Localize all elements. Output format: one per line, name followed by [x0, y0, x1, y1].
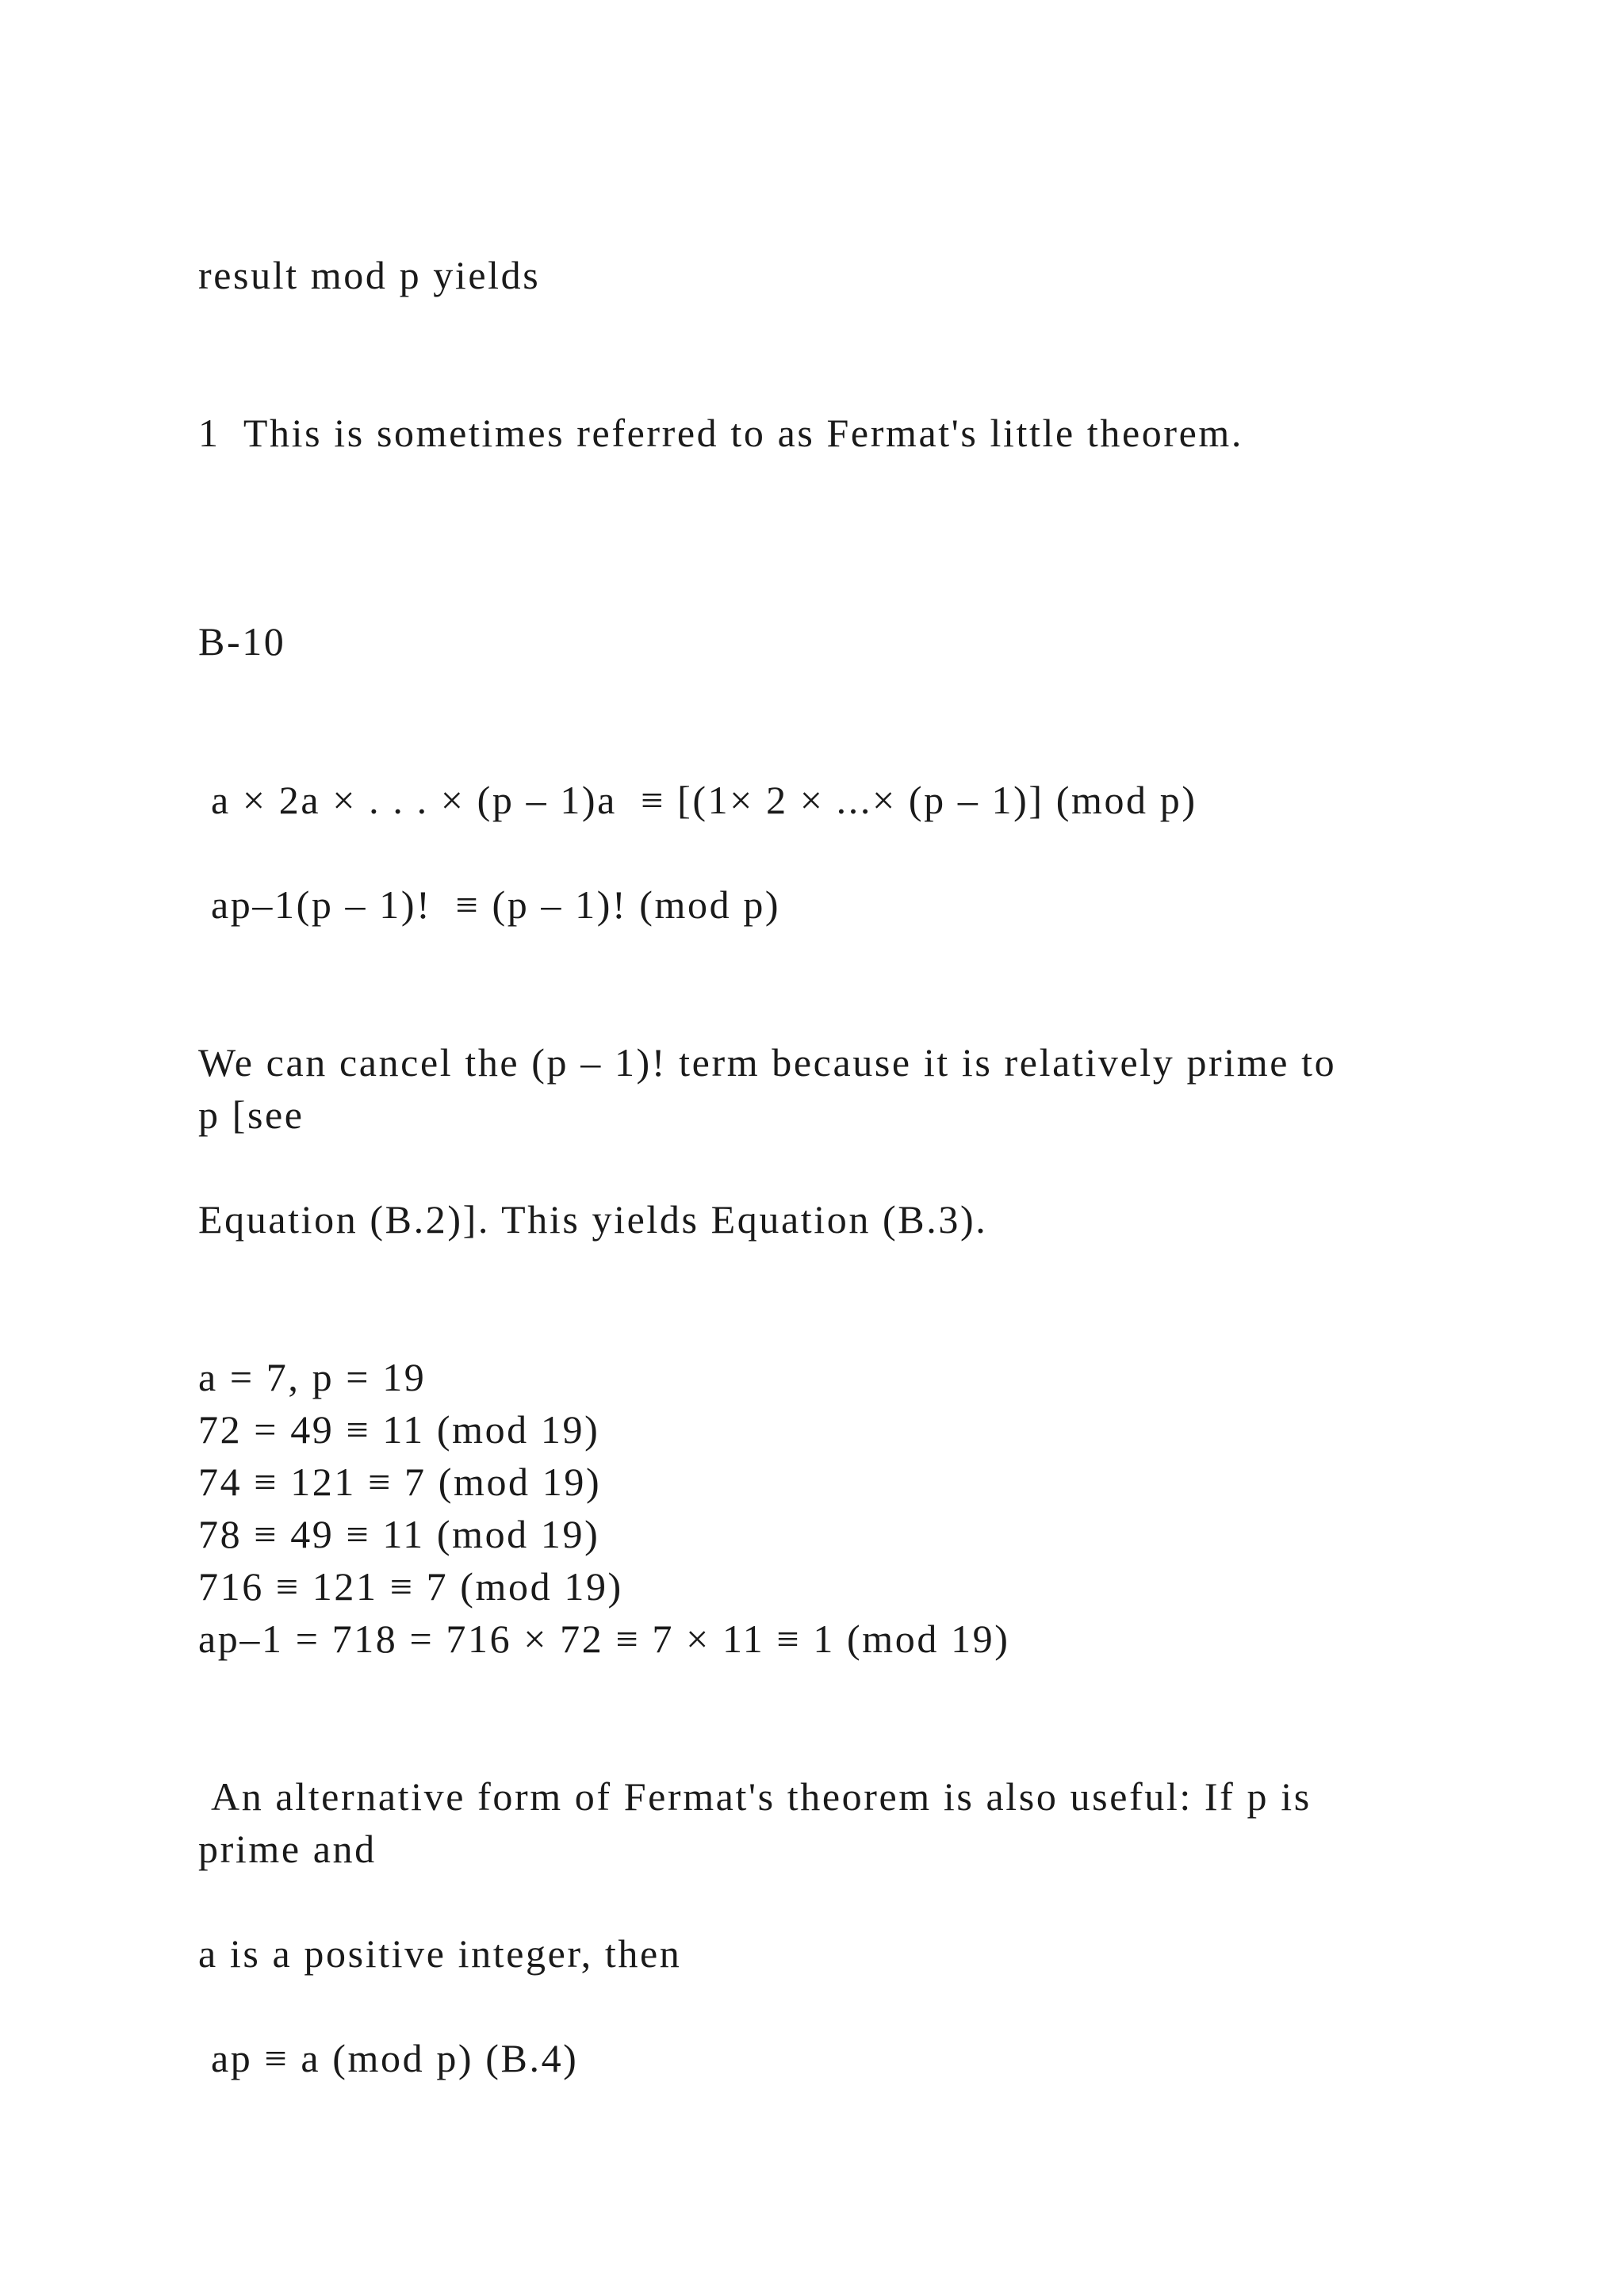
- text-line-prime-and: prime and: [198, 1827, 377, 1871]
- example-values: a = 7, p = 19: [198, 1355, 427, 1399]
- equation-factorial-congruence: ap–1(p – 1)! ≡ (p – 1)! (mod p): [211, 882, 781, 927]
- example-step-1: 72 = 49 ≡ 11 (mod 19): [198, 1407, 600, 1452]
- example-step-3: 78 ≡ 49 ≡ 11 (mod 19): [198, 1512, 600, 1556]
- footnote-fermat-little-theorem: 1 This is sometimes referred to as Fermat's little theorem.: [198, 411, 1243, 455]
- page-number: B-10: [198, 619, 286, 664]
- example-step-4: 716 ≡ 121 ≡ 7 (mod 19): [198, 1564, 623, 1609]
- text-line-positive-integer: a is a positive integer, then: [198, 1931, 682, 1976]
- text-line-equation-reference: Equation (B.2)]. This yields Equation (B.3).: [198, 1197, 988, 1242]
- example-step-2: 74 ≡ 121 ≡ 7 (mod 19): [198, 1460, 602, 1504]
- text-line-cancel-term: We can cancel the (p – 1)! term because it is relatively prime to: [198, 1040, 1337, 1085]
- equation-product-congruence: a × 2a × . . . × (p – 1)a ≡ [(1× 2 × ...× (p – 1)] (mod p): [211, 778, 1197, 822]
- text-line-see: p [see: [198, 1093, 304, 1137]
- text-line-result-mod-p: result mod p yields: [198, 253, 541, 297]
- equation-b4: ap ≡ a (mod p) (B.4): [211, 2036, 579, 2080]
- example-result: ap–1 = 718 = 716 × 72 ≡ 7 × 11 ≡ 1 (mod 19): [198, 1617, 1010, 1661]
- text-line-alternative-form: An alternative form of Fermat's theorem is also useful: If p is: [211, 1774, 1312, 1819]
